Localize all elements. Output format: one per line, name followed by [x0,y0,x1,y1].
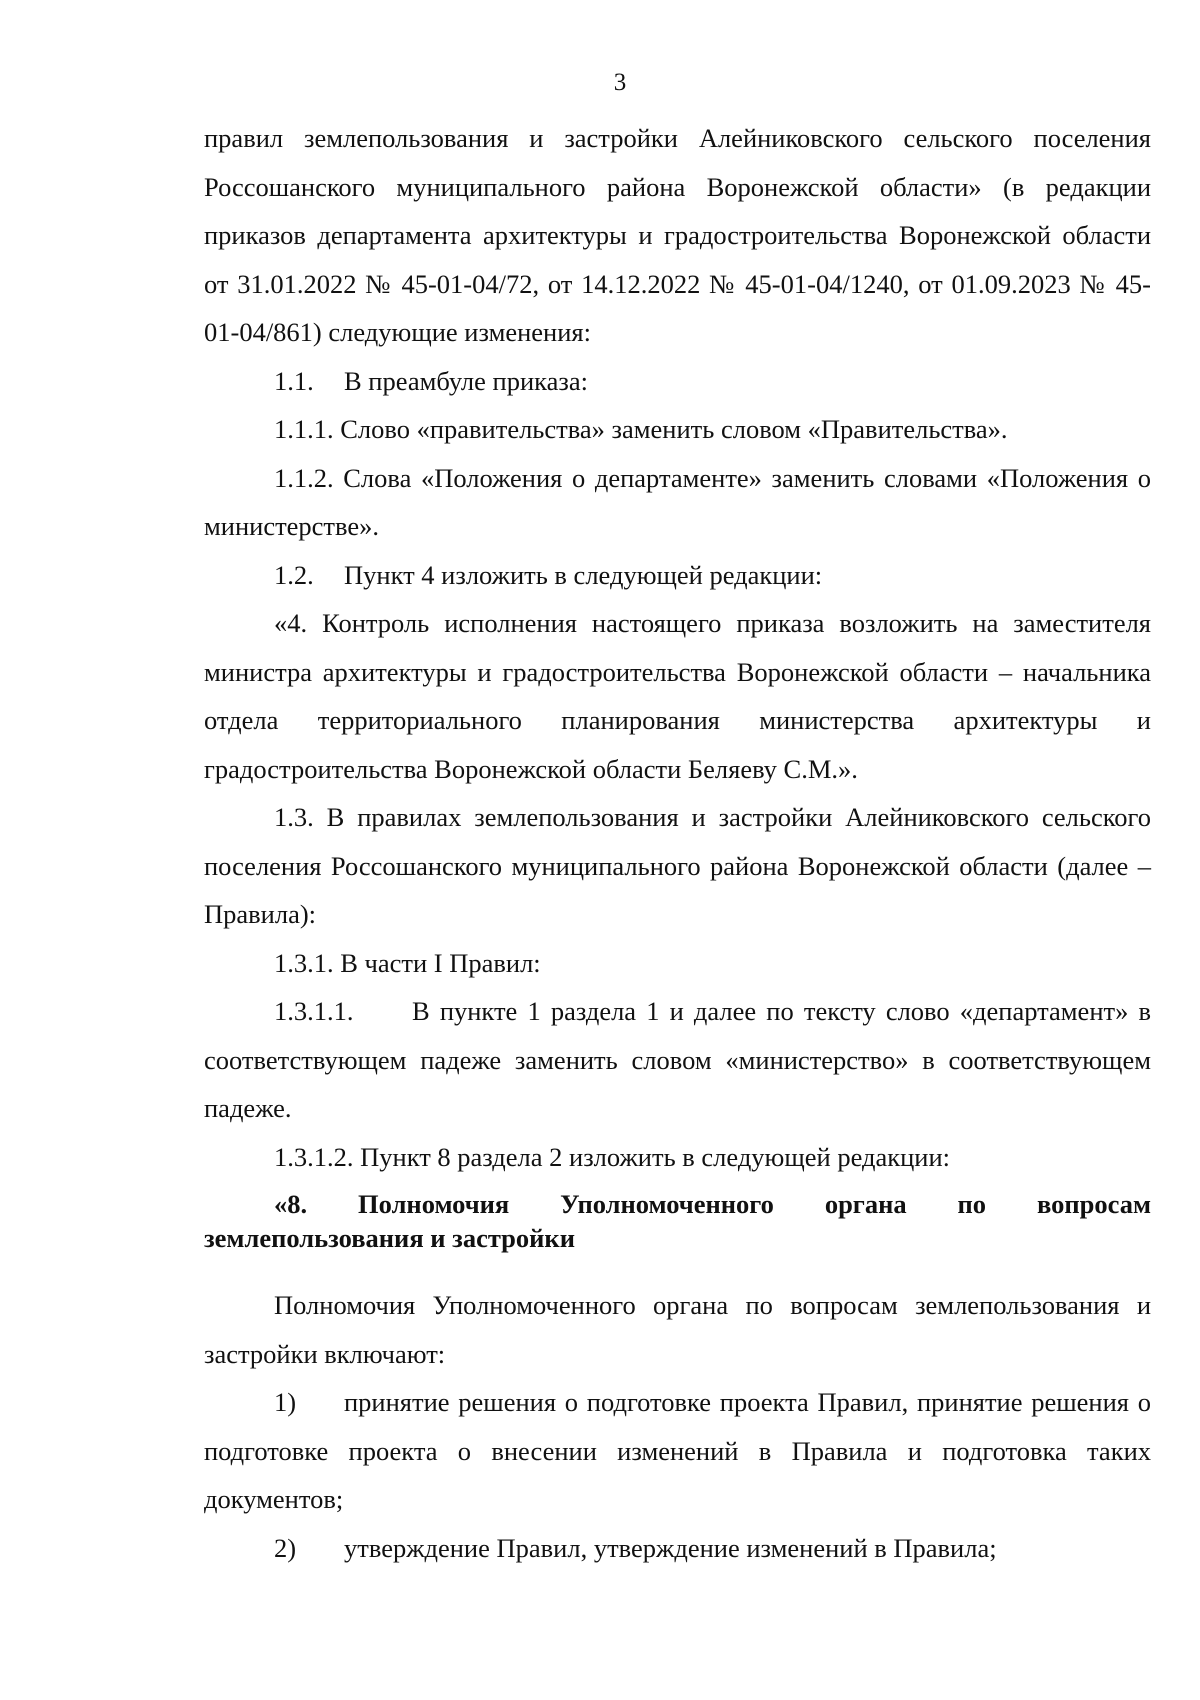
paragraph-powers: Полномочия Уполномоченного органа по вопросам землепользования и застройки включают: [204,1290,1151,1369]
item-number: 1.1. [274,365,314,396]
paragraph-1-3-1-2: 1.3.1.2. Пункт 8 раздела 2 изложить в следующей редакции: [274,1141,951,1172]
item-text: В преамбуле приказа: [344,365,588,396]
list-item-2 [204,1524,1151,1573]
paragraph-1-1-2: 1.1.2. Слова «Положения о департаменте» заменить словами «Положения о министерстве». [204,462,1151,541]
paragraph-1-3-1: 1.3.1. В части I Правил: [274,947,541,978]
item-number: 1.3.1.1. [274,996,354,1026]
document-body [204,114,1151,1572]
item-text: принятие решения о подготовке проекта Правил, принятие решения о подготовке проекта о внесении изменений в Правила и подготовка таких документов; [204,1387,1151,1514]
item-number: 2) [274,1532,297,1563]
paragraph-quote-4: «4. Контроль исполнения настоящего приказа возложить на заместителя министра архитектуры и градостроительства Воронежской области – начальника отдела территориального планирования министерства архитектуры и градостроительства Воронежской области Беляеву С.М.». [204,608,1151,784]
paragraph-intro: правил землепользования и застройки Алейниковского сельского поселения Россошанского муниципального района Воронежской области» (в редакции приказов департамента архитектуры и градостроительства Воронежской области от 31.01.2022 № 45-01-04/72, от 14.12.2022 № 45-01-04/1240, от 01.09.2023 № 45-01-04/861) следующие изменения: [204,123,1151,347]
item-number: 1.2. [274,559,314,590]
paragraph-1-2 [204,551,1151,600]
paragraph-1-3: 1.3. В правилах землепользования и застройки Алейниковского сельского поселения Россошанского муниципального района Воронежской области (далее – Правила): [204,802,1151,929]
paragraph-1-3-1-1 [204,987,1151,1133]
paragraph-1-1-1: 1.1.1. Слово «правительства» заменить словом «Правительства». [274,414,1008,444]
paragraph-1-1 [204,357,1151,406]
section-heading: «8. Полномочия Уполномоченного органа по вопросам землепользования и застройки [204,1189,1151,1253]
page-number: 3 [613,69,627,96]
item-number: 1) [274,1387,297,1417]
item-text: В пункте 1 раздела 1 и далее по тексту слово «департамент» в соответствующем падеже заменить словом «министерство» в соответствующем падеже. [204,996,1151,1123]
item-text: утверждение Правил, утверждение изменений в Правила; [344,1532,997,1563]
list-item-1 [204,1378,1151,1524]
item-text: Пункт 4 изложить в следующей редакции: [344,559,823,590]
